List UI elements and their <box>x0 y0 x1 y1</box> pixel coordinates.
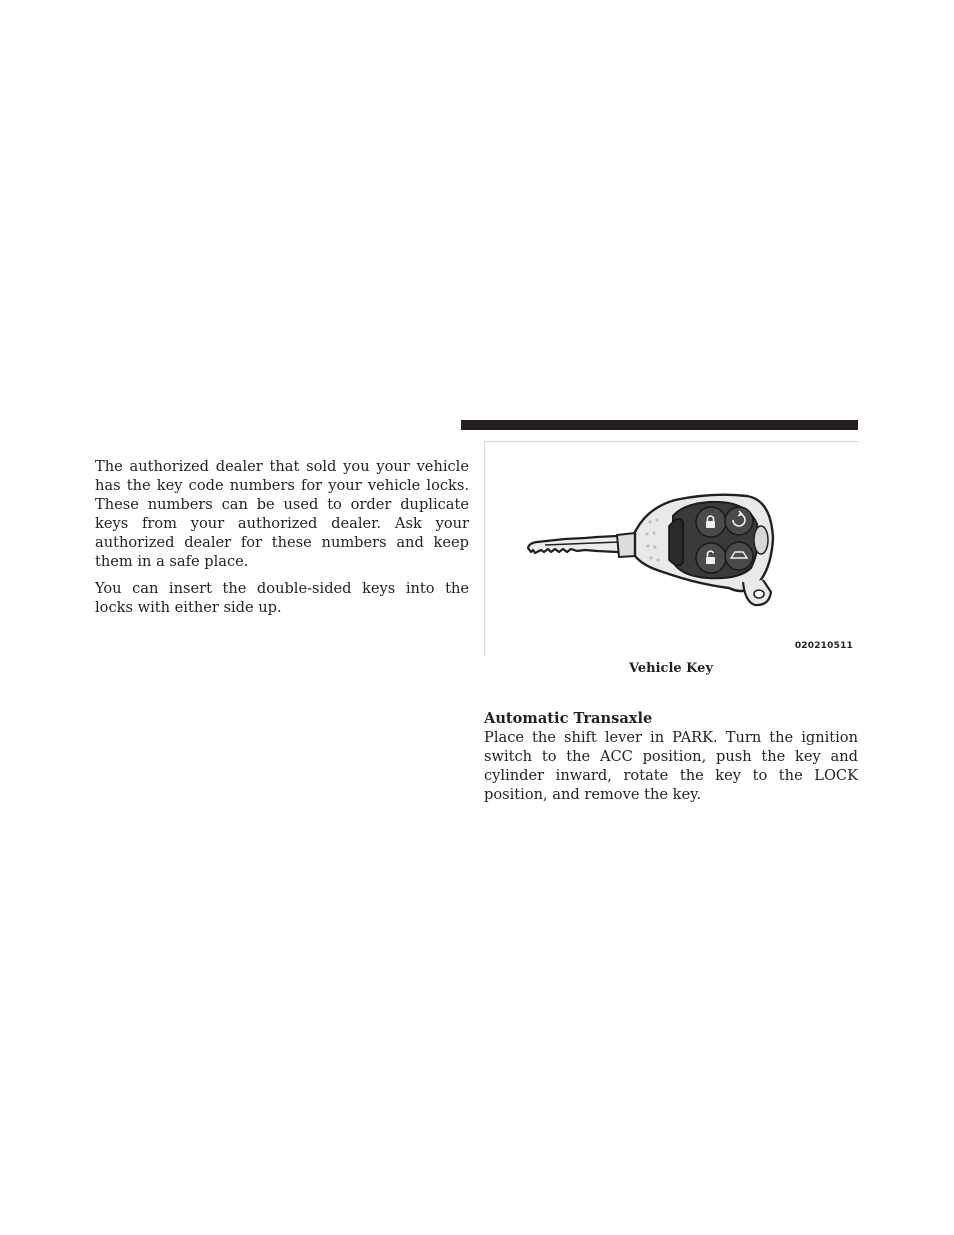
vehicle-key-figure <box>484 441 859 656</box>
left-column <box>95 457 469 625</box>
figure-code: 020210511 <box>794 641 853 651</box>
paragraph-key-codes: The authorized dealer that sold you your vehicle has the key code numbers for your vehicle locks. These numbers can be used to order duplicate keys from your authorized dealer. Ask your authorized dealer for these numbers and keep them in a safe place. <box>95 458 469 570</box>
key-fob-illustration-icon <box>485 442 859 656</box>
paragraph-double-sided-keys: You can insert the double-sided keys into the locks with either side up. <box>95 580 469 616</box>
automatic-transaxle-section <box>484 709 858 804</box>
figure-caption: Vehicle Key <box>628 661 714 676</box>
section-divider-bar <box>461 420 858 430</box>
section-body: Place the shift lever in PARK. Turn the ignition switch to the ACC position, push the key and cylinder inward, rotate the key to the LOCK position, and remove the key. <box>484 729 858 803</box>
section-heading: Automatic Transaxle <box>484 710 653 727</box>
